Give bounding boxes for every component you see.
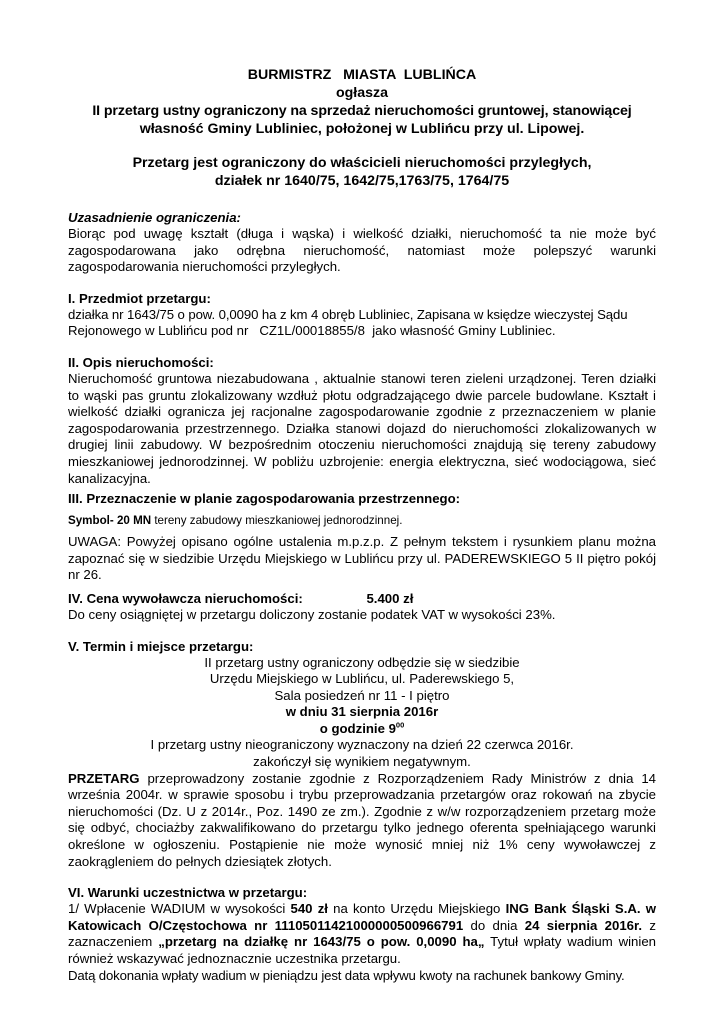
deposit-text-part1: 1/ Wpłacenie WADIUM w wysokości: [68, 901, 291, 917]
deposit-text-part5: Tytuł wpłaty wadium winien również wskazywać jednoznacznie uczestnika przetargu.: [68, 934, 656, 966]
deposit-deadline: 24 sierpnia 2016r.: [524, 917, 643, 933]
justification-title: Uzasadnienie ograniczenia:: [68, 210, 241, 225]
deposit-amount: 540 zł: [290, 901, 328, 917]
description-title: II. Opis nieruchomości:: [68, 354, 214, 370]
deposit-bank-account: ING Bank Śląski S.A. w Katowicach O/Częstochowa nr 11105011421000000500966791: [68, 901, 656, 933]
section-justification: [68, 209, 656, 276]
previous-tender-line1: I przetarg ustny nieograniczony wyznaczony na dzień 22 czerwca 2016r.: [150, 737, 574, 753]
document-header: [68, 66, 656, 190]
tender-venue-line2: Urzędu Miejskiego w Lublińcu, ul. Paderewskiego 5,: [209, 671, 515, 687]
deposit-payment-title: „przetarg na działkę nr 1643/75 o pow. 0,0090 ha„: [158, 934, 485, 950]
header-subject-line2: własność Gminy Lubliniec, położonej w Lublińcu przy ul. Lipowej.: [139, 121, 585, 137]
justification-text: Biorąc pod uwagę kształt (długa i wąska) i wielkość działki, nieruchomość ta nie może być zagospodarowana jako odrębna nieruchomość, natomiast może polepszyć warunki zagospodarowania nieruchomości przyległych.: [68, 226, 656, 275]
deposit-text-part3: do dnia: [463, 917, 525, 933]
tender-time: [68, 721, 656, 738]
tender-date: [68, 704, 656, 721]
zoning-symbol: [68, 513, 656, 528]
date-place-title: V. Termin i miejsce przetargu:: [68, 638, 254, 654]
tender-room: Sala posiedzeń nr 11 - I piętro: [274, 687, 450, 703]
subject-text-line2: Rejonowego w Lublińcu pod nr CZ1L/00018855/8 jako własność Gminy Lubliniec.: [68, 323, 556, 339]
tender-venue-line1: II przetarg ustny ograniczony odbędzie się w siedzibie: [204, 654, 520, 670]
deposit-text: [68, 901, 656, 967]
tender-rules-keyword: PRZETARG: [68, 770, 140, 786]
section-price: [68, 590, 656, 624]
zoning-title: III. Przeznaczenie w planie zagospodarowania przestrzennego:: [68, 491, 461, 507]
header-restriction-line1: Przetarg jest ograniczony do właścicieli nieruchomości przyległych,: [132, 155, 592, 171]
participation-title: VI. Warunki uczestnictwa w przetargu:: [68, 885, 308, 901]
header-announces: ogłasza: [335, 85, 389, 101]
tender-time-value: o godzinie 9: [319, 720, 396, 736]
section-zoning: [68, 490, 656, 584]
subject-text-line1: działka nr 1643/75 o pow. 0,0090 ha z km 4 obręb Lubliniec, Zapisana w księdze wieczystej Sądu: [68, 306, 628, 322]
zoning-note: UWAGA: Powyżej opisano ogólne ustalenia m.p.z.p. Z pełnym tekstem i rysunkiem planu można zapoznać się w siedzibie Urzędu Miejskiego w Lublińcu przy ul. PADEREWSKIEGO 5 II piętro pokój nr 26.: [68, 534, 656, 583]
deposit-payment-date-note: Datą dokonania wpłaty wadium w pieniądzu jest data wpływu kwoty na rachunek bankowy Gminy.: [68, 967, 625, 983]
price-title: IV. Cena wywoławcza nieruchomości:: [68, 590, 303, 606]
description-text: Nieruchomość gruntowa niezabudowana , aktualnie stanowi teren zieleni urządzonej. Teren działki to wąski pas gruntu zlokalizowany wzdłuż płotu odgradzającego dwie parcele budowlane. Kształt i wielkość działki ogranicza jej racjonalne zagospodarowanie zgodnie z przeznaczeniem w planie zagospodarowania przestrzennego. Działka stanowi dojazd do nieruchomości zlokalizowanych w drugiej linii zabudowy. W bezpośrednim otoczeniu nieruchomości znajdują się tereny zabudowy mieszkaniowej jednorodzinnej. W pobliżu uzbrojenie: energia elektryczna, sieć wodociągowa, sieć kanalizacyjna.: [68, 370, 656, 486]
subject-title: I. Przedmiot przetargu:: [68, 290, 211, 306]
deposit-text-part2: na konto Urzędu Miejskiego: [327, 901, 506, 917]
section-participation: [68, 884, 656, 984]
previous-tender-line2: zakończył się wynikiem negatywnym.: [253, 754, 471, 770]
zoning-symbol-code: Symbol- 20 MN: [68, 514, 152, 528]
tender-rules-body: przeprowadzony zostanie zgodnie z Rozporządzeniem Rady Ministrów z dnia 14 września 2004r. w sprawie sposobu i trybu przeprowadzania przetargów oraz rokowań na zbycie nieruchomości (Dz. U z 2014r., Poz. 1490 ze zm.). Zgodnie z w/w rozporządzeniem przetarg może się odbyć, chociażby zakwalifikowano do przetargu tylko jednego oferenta spełniającego warunki określone w ogłoszeniu. Postąpienie nie może wynosić mniej niż 1% ceny wywoławczej z zaokrągleniem do pełnych dziesiątek złotych.: [68, 770, 656, 869]
tender-time-minutes: 00: [395, 720, 405, 730]
price-vat-note: Do ceny osiągniętej w przetargu doliczony zostanie podatek VAT w wysokości 23%.: [68, 606, 556, 622]
tender-rules-text: [68, 771, 656, 871]
tender-date-value: w dniu 31 sierpnia 2016r: [285, 704, 439, 720]
price-row: [68, 590, 656, 607]
price-value: 5.400 zł: [366, 590, 414, 606]
header-subject-line1: II przetarg ustny ograniczony na sprzedaż nieruchomości gruntowej, stanowiącej: [92, 103, 632, 119]
section-subject: [68, 290, 656, 340]
deposit-text-part4: z zaznaczeniem: [68, 917, 656, 950]
zoning-symbol-desc: tereny zabudowy mieszkaniowej jednorodzinnej.: [151, 514, 403, 528]
document-page: [68, 66, 656, 984]
header-restriction-line2: działek nr 1640/75, 1642/75,1763/75, 1764/75: [214, 173, 510, 189]
header-authority: BURMISTRZ MIASTA LUBLIŃCA: [247, 67, 477, 83]
section-date-place: [68, 638, 656, 871]
section-description: [68, 354, 656, 487]
